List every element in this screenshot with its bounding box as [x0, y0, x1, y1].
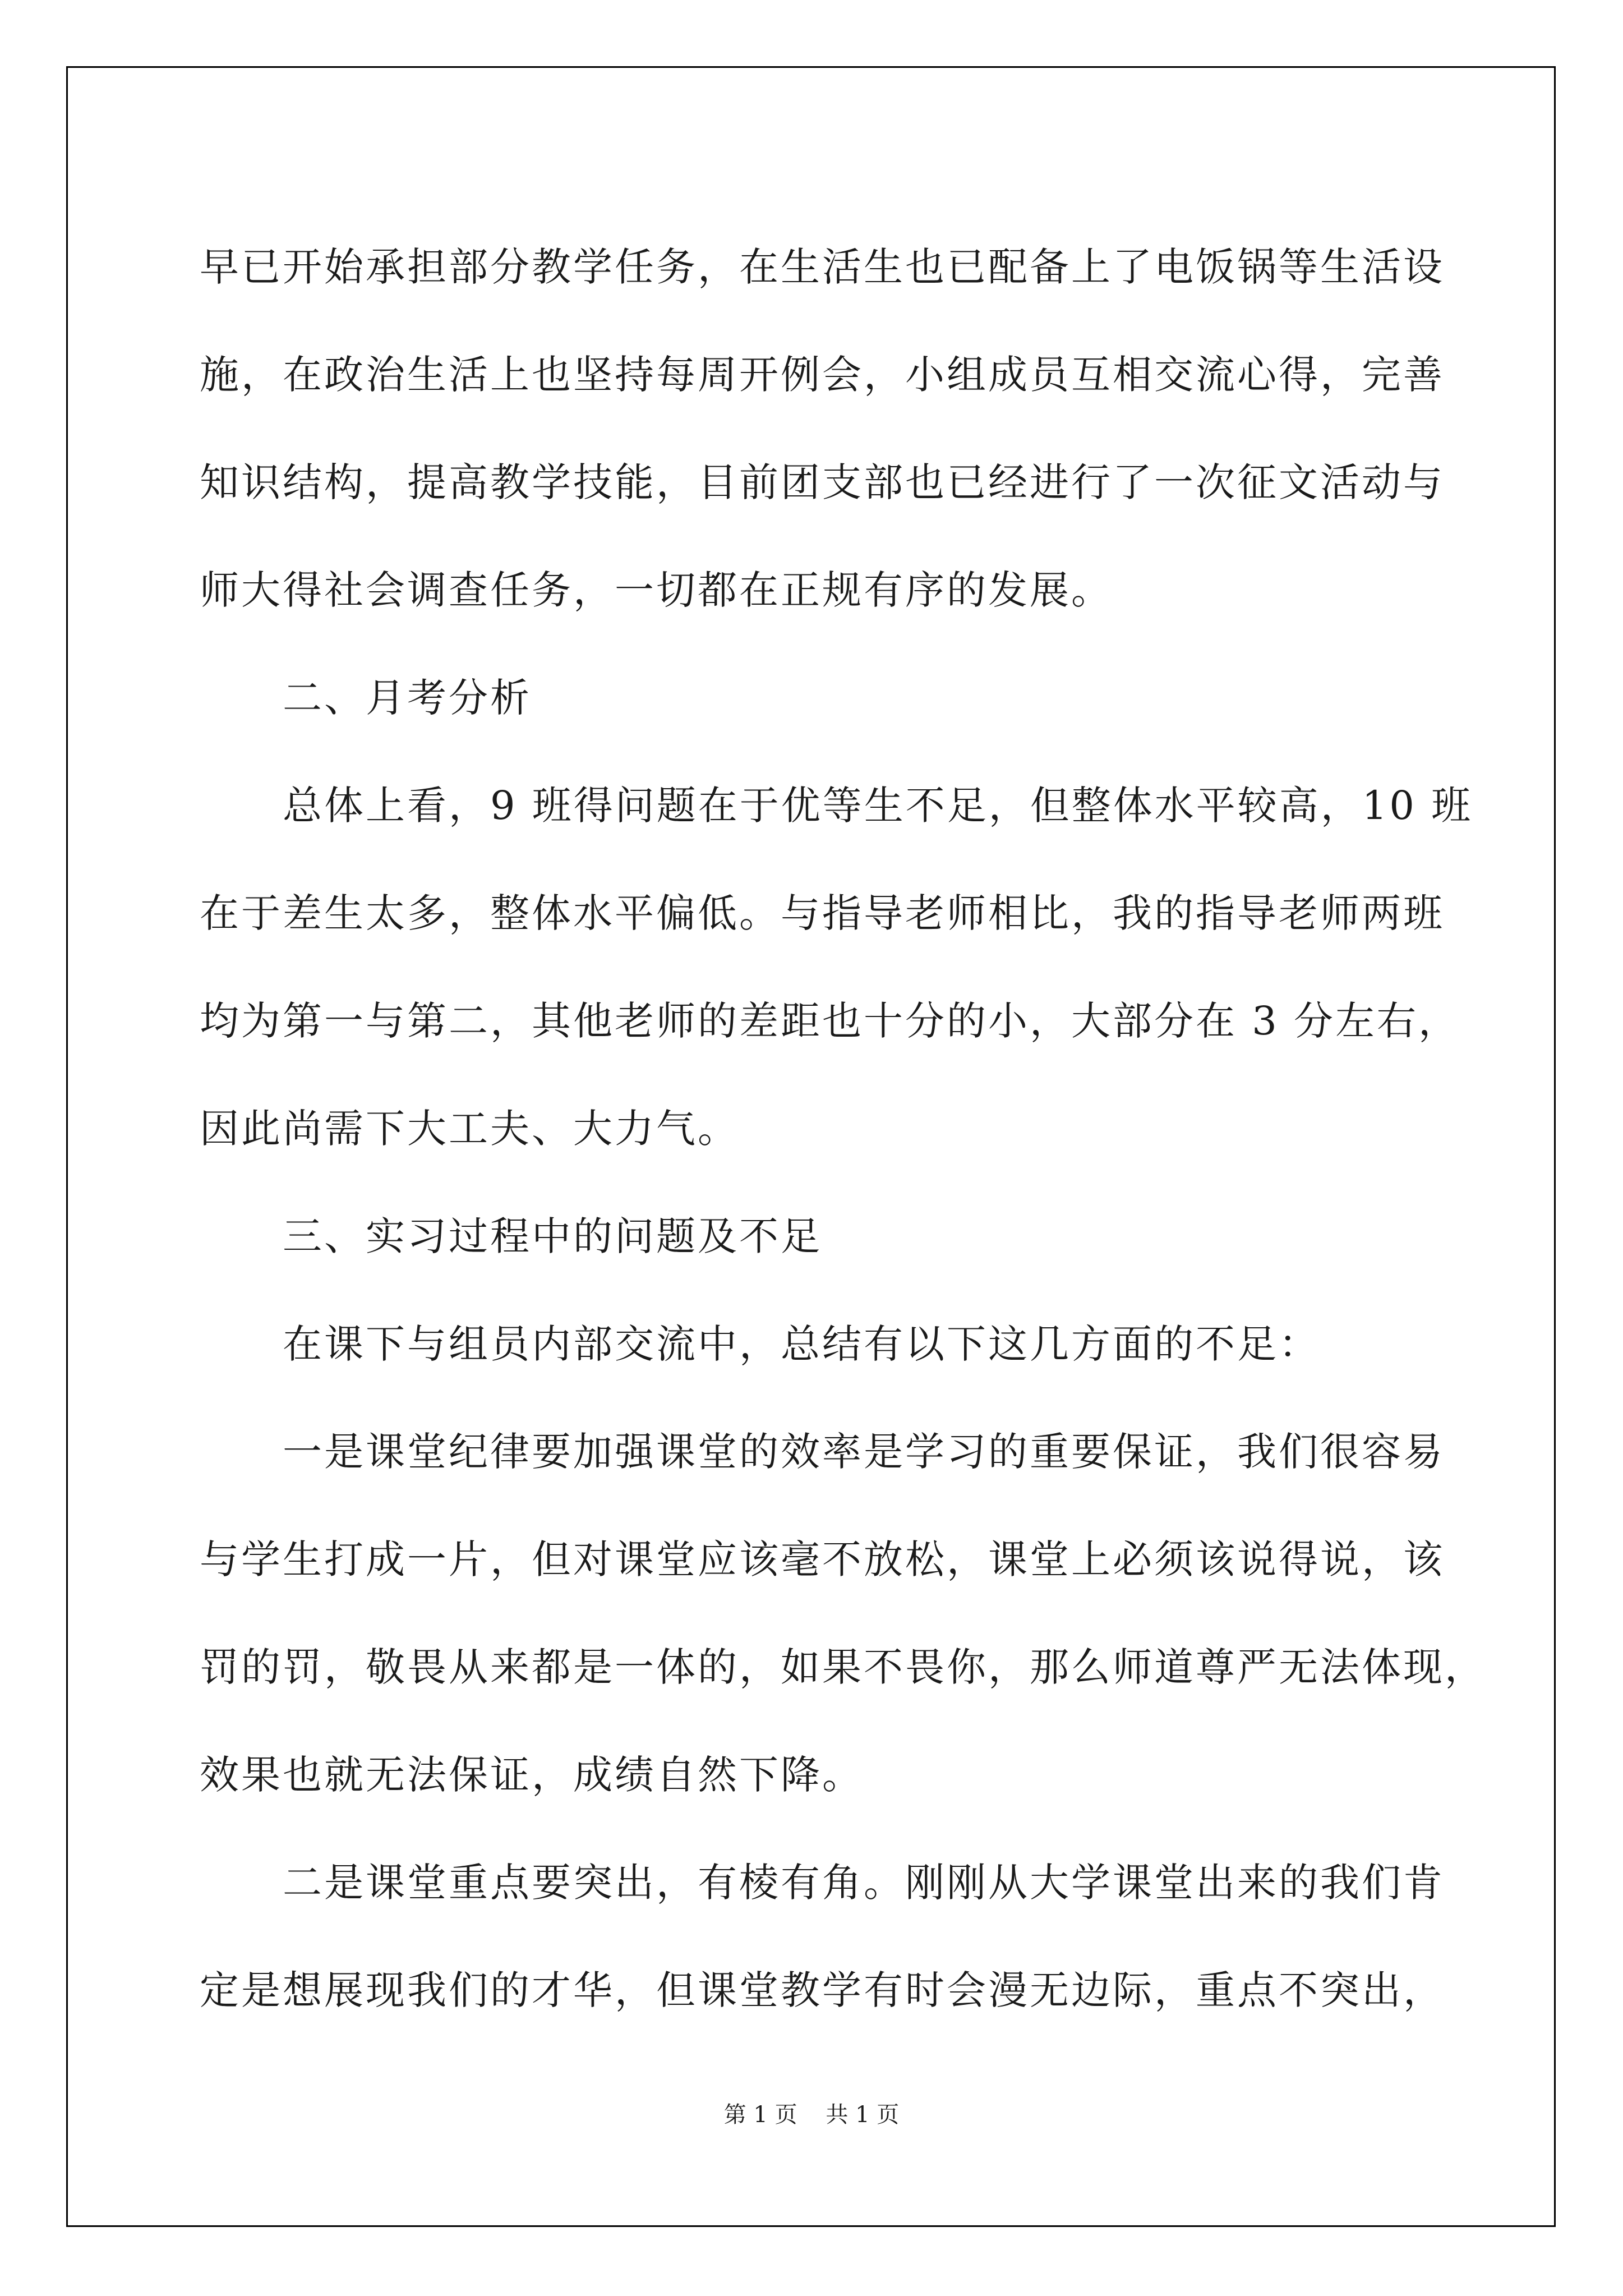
paragraph-line: 定是想展现我们的才华，但课堂教学有时会漫无边际，重点不突出，	[200, 1967, 1445, 2013]
paragraph-line: 因此尚需下大工夫、大力气。	[200, 1106, 739, 1152]
paragraph-line: 早已开始承担部分教学任务，在生活生也已配备上了电饭锅等生活设	[200, 244, 1445, 290]
paragraph-line: 总体上看，9 班得问题在于优等生不足，但整体水平较高，10 班	[283, 783, 1473, 829]
paragraph-line: 知识结构，提高教学技能，目前团支部也已经进行了一次征文活动与	[200, 459, 1445, 505]
section-heading: 三、实习过程中的问题及不足	[283, 1213, 822, 1259]
paragraph-line: 效果也就无法保证，成绩自然下降。	[200, 1752, 864, 1798]
paragraph-line: 在于差生太多，整体水平偏低。与指导老师相比，我的指导老师两班	[200, 890, 1445, 936]
document-body	[200, 213, 1486, 2044]
page-number-footer: 第 1 页 共 1 页	[723, 2102, 900, 2128]
paragraph-line: 师大得社会调查任务，一切都在正规有序的发展。	[200, 567, 1113, 613]
paragraph-line: 在课下与组员内部交流中，总结有以下这几方面的不足：	[283, 1321, 1320, 1367]
section-heading: 二、月考分析	[283, 675, 532, 721]
paragraph-line: 罚的罚，敬畏从来都是一体的，如果不畏你，那么师道尊严无法体现，	[200, 1644, 1486, 1690]
paragraph-line: 二是课堂重点要突出，有棱有角。刚刚从大学课堂出来的我们肯	[283, 1860, 1445, 1906]
paragraph-line: 一是课堂纪律要加强课堂的效率是学习的重要保证，我们很容易	[283, 1429, 1445, 1475]
paragraph-line: 与学生打成一片，但对课堂应该毫不放松，课堂上必须该说得说，该	[200, 1536, 1445, 1582]
paragraph-line: 施，在政治生活上也坚持每周开例会，小组成员互相交流心得，完善	[200, 352, 1445, 398]
paragraph-line: 均为第一与第二，其他老师的差距也十分的小，大部分在 3 分左右，	[200, 998, 1460, 1044]
